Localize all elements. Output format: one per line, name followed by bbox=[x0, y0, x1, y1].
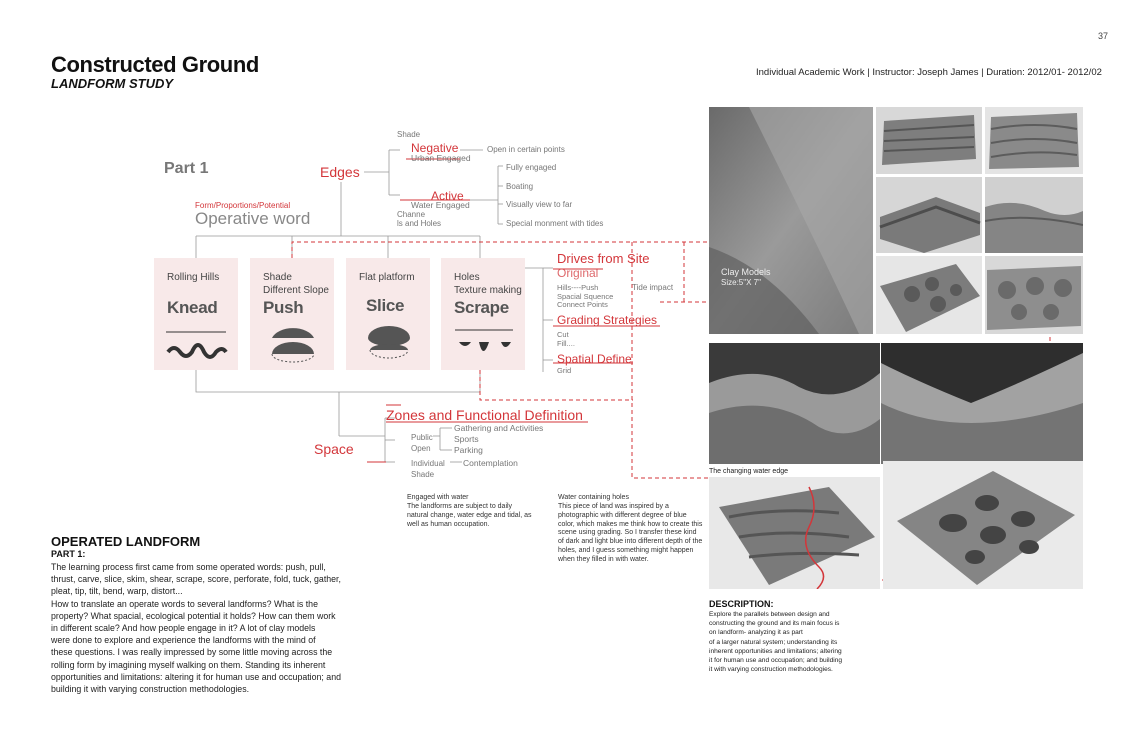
card-label: Shade Different Slope bbox=[263, 272, 329, 296]
page-title: Constructed Ground bbox=[51, 52, 259, 77]
cut-label: Cut bbox=[557, 330, 569, 339]
spacial-sequence-label: Spacial Squence bbox=[557, 292, 614, 301]
description-body bbox=[709, 610, 859, 674]
slice-icon bbox=[364, 320, 414, 364]
page-number: 37 bbox=[1098, 31, 1109, 41]
sports-label: Sports bbox=[454, 434, 479, 444]
card-verb: Knead bbox=[167, 298, 218, 317]
description-line: of a larger natural system; understanding its bbox=[709, 638, 838, 646]
fill-label: Fill.... bbox=[557, 339, 575, 348]
operated-heading: OPERATED LANDFORM bbox=[51, 534, 201, 549]
operated-line: in different scale? And how people engage in it? A lot of clay models bbox=[51, 623, 316, 634]
part-label: Part 1 bbox=[164, 160, 209, 177]
description-line: Explore the parallels between design and bbox=[709, 611, 830, 618]
operated-line: rolling form by imagining myself walking on them. Standing its inherent bbox=[51, 659, 326, 670]
spatial-define-label: Spatial Define bbox=[557, 352, 632, 366]
operative-word-label: Operative word bbox=[195, 209, 311, 228]
operated-line: How to translate an operate words to several landforms? What is the bbox=[51, 598, 318, 609]
card-verb: Push bbox=[263, 298, 304, 317]
gathering-label: Gathering and Activities bbox=[454, 423, 544, 433]
card-knead bbox=[154, 258, 238, 370]
operated-line: were done to explore and experience the landforms with the mind of bbox=[51, 635, 316, 646]
channels-label: Channe bbox=[397, 210, 426, 219]
page-subtitle: LANDFORM STUDY bbox=[51, 76, 174, 91]
description-line: it for human use and occupation; and building bbox=[709, 657, 843, 665]
card-label: Rolling Hills bbox=[167, 272, 220, 283]
clay-model-photo-1 bbox=[876, 107, 982, 174]
grid-label: Grid bbox=[557, 366, 572, 375]
zones-title: Zones and Functional Definition bbox=[386, 407, 583, 423]
grading-label: Grading Strategies bbox=[557, 313, 658, 327]
description-line: on landform- analyzing it as part bbox=[709, 629, 803, 637]
clay-models-caption: Clay Models bbox=[721, 267, 771, 277]
shade-label: Shade bbox=[397, 130, 421, 139]
tide-impact-label: Tide impact bbox=[632, 283, 674, 292]
scrape-icon bbox=[453, 328, 517, 362]
project-meta: Individual Academic Work | Instructor: Joseph James | Duration: 2012/01- 2012/02 bbox=[756, 67, 1102, 78]
engaged-note-text: The landforms are subject to daily natural change, water edge and tidal, as well as human occupation. bbox=[407, 503, 532, 528]
knead-icon bbox=[166, 330, 228, 362]
operated-line: these questions. I was really impressed by some little moving across the bbox=[51, 647, 333, 658]
note-open-points: Open in certain points bbox=[487, 145, 565, 154]
contemplation-label: Contemplation bbox=[463, 458, 518, 468]
card-push bbox=[250, 258, 334, 370]
note-special-moment: Special monment with tides bbox=[506, 219, 604, 228]
clay-model-photo-3 bbox=[876, 177, 982, 253]
description-line: it with varying construction methodologies. bbox=[709, 666, 833, 674]
edges-label: Edges bbox=[320, 164, 360, 180]
water-edge-photo bbox=[709, 477, 880, 589]
push-icon bbox=[266, 320, 320, 364]
card-verb: Scrape bbox=[454, 298, 509, 317]
operated-line: The learning process first came from some operated words: push, pull, bbox=[51, 562, 326, 572]
individual-label: Individual bbox=[411, 459, 445, 468]
card-label: Flat platform bbox=[359, 272, 415, 283]
operated-line: building it with varying construction methodologies. bbox=[51, 684, 250, 695]
operated-line: opportunities and limitations: altering it for human use and occupation; and bbox=[51, 671, 341, 682]
shade2-label: Shade bbox=[411, 470, 435, 479]
landscape-photo-right bbox=[881, 343, 1083, 464]
islands-holes-label: ls and Holes bbox=[397, 219, 442, 228]
space-label: Space bbox=[314, 441, 354, 457]
drives-title: Drives from Site bbox=[557, 251, 650, 266]
public-label: Public bbox=[411, 433, 433, 442]
water-note-text: This piece of land was inspired by a photographic with different degree of blue color, which makes me think how to create this scene using grading. So I transfer these kind of dark and light blue into different depth of the holes, and I guess something might happen when they filled in with water. bbox=[558, 503, 703, 563]
clay-size-caption: Size:5"X 7" bbox=[721, 278, 761, 287]
operated-line: pleat, tip, tilt, bend, warp, distort... bbox=[51, 586, 183, 597]
landscape-photo-left bbox=[709, 343, 880, 464]
active-label: Active bbox=[431, 189, 464, 203]
hills-push-label: Hills----Push bbox=[557, 283, 599, 292]
operated-line: thrust, carve, slice, skim, shear, scrape, score, perforate, fold, tuck, gather, bbox=[51, 574, 341, 585]
urban-engaged-label: Urban Engaged bbox=[411, 153, 471, 163]
note-fully-engaged: Fully engaged bbox=[506, 163, 557, 172]
engaged-note-title: Engaged with water bbox=[407, 494, 469, 501]
clay-model-photo-2 bbox=[985, 107, 1083, 174]
clay-model-photo-large bbox=[709, 107, 873, 334]
operated-part: PART 1: bbox=[51, 549, 86, 559]
note-view-far: Visually view to far bbox=[506, 200, 573, 209]
description-heading: DESCRIPTION: bbox=[709, 599, 774, 609]
description-line: constructing the ground and its main focus is bbox=[709, 620, 840, 628]
original-label: Original bbox=[557, 266, 599, 280]
negative-label: Negative bbox=[411, 141, 459, 155]
description-line: inherent opportunities and limitations; altering bbox=[709, 647, 842, 655]
clay-model-photo-4 bbox=[985, 177, 1083, 253]
card-verb: Slice bbox=[366, 296, 405, 315]
water-engaged-label: Water Engaged bbox=[411, 200, 470, 210]
water-edge-caption: The changing water edge bbox=[709, 468, 788, 475]
card-slice bbox=[346, 258, 430, 370]
holes-photo bbox=[883, 461, 1083, 589]
card-scrape bbox=[441, 258, 525, 370]
parking-label: Parking bbox=[454, 445, 483, 455]
operative-small-label: Form/Proportions/Potential bbox=[195, 201, 291, 210]
open-label: Open bbox=[411, 444, 431, 453]
note-boating: Boating bbox=[506, 182, 534, 191]
card-label: Holes Texture making bbox=[454, 272, 522, 296]
operated-line: property? What spacial, ecological potential it holds? How can them work bbox=[51, 610, 336, 621]
clay-model-photo-5 bbox=[876, 256, 982, 334]
connect-points-label: Connect Points bbox=[557, 300, 608, 309]
clay-model-photo-6 bbox=[985, 256, 1083, 334]
operated-body bbox=[51, 561, 351, 695]
water-note-title: Water containing holes bbox=[558, 494, 629, 501]
